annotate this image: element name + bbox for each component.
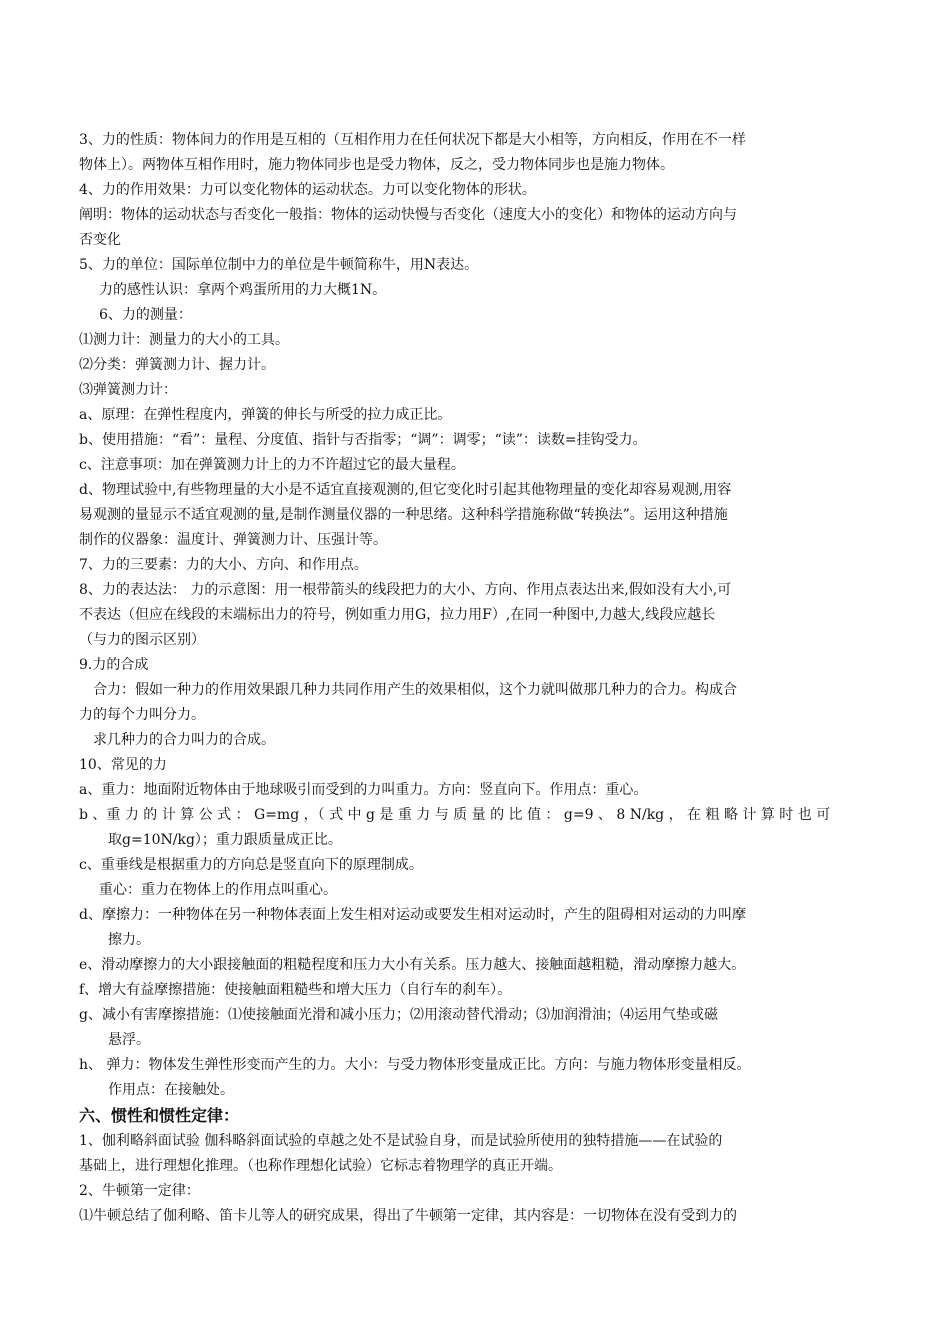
text-line: d、摩擦力：一种物体在另一种物体表面上发生相对运动或要发生相对运动时，产生的阻碍相对运动的力叫摩 xyxy=(79,907,746,923)
text-line: f、增大有益摩擦措施：使接触面粗糙些和增大压力（自行车的刹车）。 xyxy=(79,982,512,998)
text-line: c、注意事项：加在弹簧测力计上的力不许超过它的最大量程。 xyxy=(79,457,465,473)
text-line: ⑴牛顿总结了伽利略、笛卡儿等人的研究成果，得出了牛顿第一定律，其内容是：一切物体在没有受到力的 xyxy=(79,1208,737,1224)
text-line: ⑶弹簧测力计： xyxy=(79,382,177,398)
text-line: e、滑动摩擦力的大小跟接触面的粗糙程度和压力大小有关系。压力越大、接触面越粗糙，滑动摩擦力越大。 xyxy=(79,957,746,973)
text-line: 3、力的性质：物体间力的作用是互相的（互相作用力在任何状况下都是大小相等，方向相反，作用在不一样 xyxy=(79,132,746,148)
text-line: ⑵分类：弹簧测力计、握力计。 xyxy=(79,357,275,373)
text-line: h、 弹力：物体发生弹性形变而产生的力。大小：与受力物体形变量成正比。方向：与施力物体形变量相反。 xyxy=(79,1057,751,1073)
text-line: c、重垂线是根据重力的方向总是竖直向下的原理制成。 xyxy=(79,857,423,873)
text-line: a、原理：在弹性程度内，弹簧的伸长与所受的拉力成正比。 xyxy=(79,407,452,423)
text-line: 不表达（但应在线段的末端标出力的符号，例如重力用G，拉力用F）,在同一种图中,力越大,线段应越长 xyxy=(79,607,716,623)
text-line: 制作的仪器象：温度计、弹簧测力计、压强计等。 xyxy=(79,532,387,548)
text-line: d、物理试验中,有些物理量的大小是不适宜直接观测的,但它变化时引起其他物理量的变化却容易观测,用容 xyxy=(79,482,732,498)
text-line: 力的感性认识：拿两个鸡蛋所用的力大概1N。 xyxy=(99,282,387,298)
text-line: 合力：假如一种力的作用效果跟几种力共同作用产生的效果相似，这个力就叫做那几种力的合力。构成合 xyxy=(93,682,737,698)
text-line: 9.力的合成 xyxy=(79,657,149,673)
document-page xyxy=(79,128,885,1229)
section-heading: 六、惯性和惯性定律： xyxy=(79,1106,240,1125)
text-line: 求几种力的合力叫力的合成。 xyxy=(93,732,275,748)
text-line: 2、牛顿第一定律： xyxy=(79,1183,200,1199)
text-line: 物体上）。两物体互相作用时，施力物体同步也是受力物体，反之，受力物体同步也是施力物体。 xyxy=(79,157,674,173)
text-line: ⑴测力计：测量力的大小的工具。 xyxy=(79,332,289,348)
text-line: 5、力的单位：国际单位制中力的单位是牛顿简称牛，用N表达。 xyxy=(79,257,479,273)
text-line: 阐明：物体的运动状态与否变化一般指：物体的运动快慢与否变化（速度大小的变化）和物体的运动方向与 xyxy=(79,207,737,223)
text-line: b 、重 力 的 计 算 公 式 ： G=mg ，（ 式 中 g 是 重 力 与 质 量 的 比 值 ： g=9 、 8 N/kg ， 在 粗 略 计 算 时 也 可 xyxy=(79,807,831,823)
text-line: 10、常见的力 xyxy=(79,757,167,773)
text-line: 1、伽利略斜面试验 伽科略斜面试验的卓越之处不是试验自身，而是试验所使用的独特措施——在试验的 xyxy=(79,1133,723,1149)
text-line: 重心：重力在物体上的作用点叫重心。 xyxy=(99,882,337,898)
text-line: 7、力的三要素：力的大小、方向、和作用点。 xyxy=(79,557,368,573)
text-line: g、减小有害摩擦措施：⑴使接触面光滑和减小压力；⑵用滚动替代滑动；⑶加润滑油；⑷运用气垫或磁 xyxy=(79,1007,718,1023)
text-line: 作用点：在接触处。 xyxy=(108,1082,234,1098)
text-line: 擦力。 xyxy=(108,932,150,948)
text-line: 易观测的量显示不适宜观测的量,是制作测量仪器的一种思绪。这种科学措施称做“转换法”。运用这种措施 xyxy=(79,507,728,523)
text-line: 8、力的表达法： 力的示意图：用一根带箭头的线段把力的大小、方向、作用点表达出来,假如没有大小,可 xyxy=(79,582,732,598)
text-line: b、使用措施：“看”：量程、分度值、指针与否指零；“调”：调零；“读”：读数=挂钩受力。 xyxy=(79,432,647,448)
text-line: （与力的图示区别） xyxy=(79,632,205,648)
text-line: 悬浮。 xyxy=(108,1032,150,1048)
text-line: 力的每个力叫分力。 xyxy=(79,707,205,723)
text-line: a、重力：地面附近物体由于地球吸引而受到的力叫重力。方向：竖直向下。作用点：重心。 xyxy=(79,782,648,798)
text-line: 基础上，进行理想化推理。（也称作理想化试验）它标志着物理学的真正开端。 xyxy=(79,1158,562,1174)
text-line: 4、力的作用效果：力可以变化物体的运动状态。力可以变化物体的形状。 xyxy=(79,182,536,198)
text-line: 否变化 xyxy=(79,232,121,248)
text-line: 取g=10N/kg）；重力跟质量成正比。 xyxy=(108,832,342,848)
text-line: 6、力的测量： xyxy=(99,307,192,323)
